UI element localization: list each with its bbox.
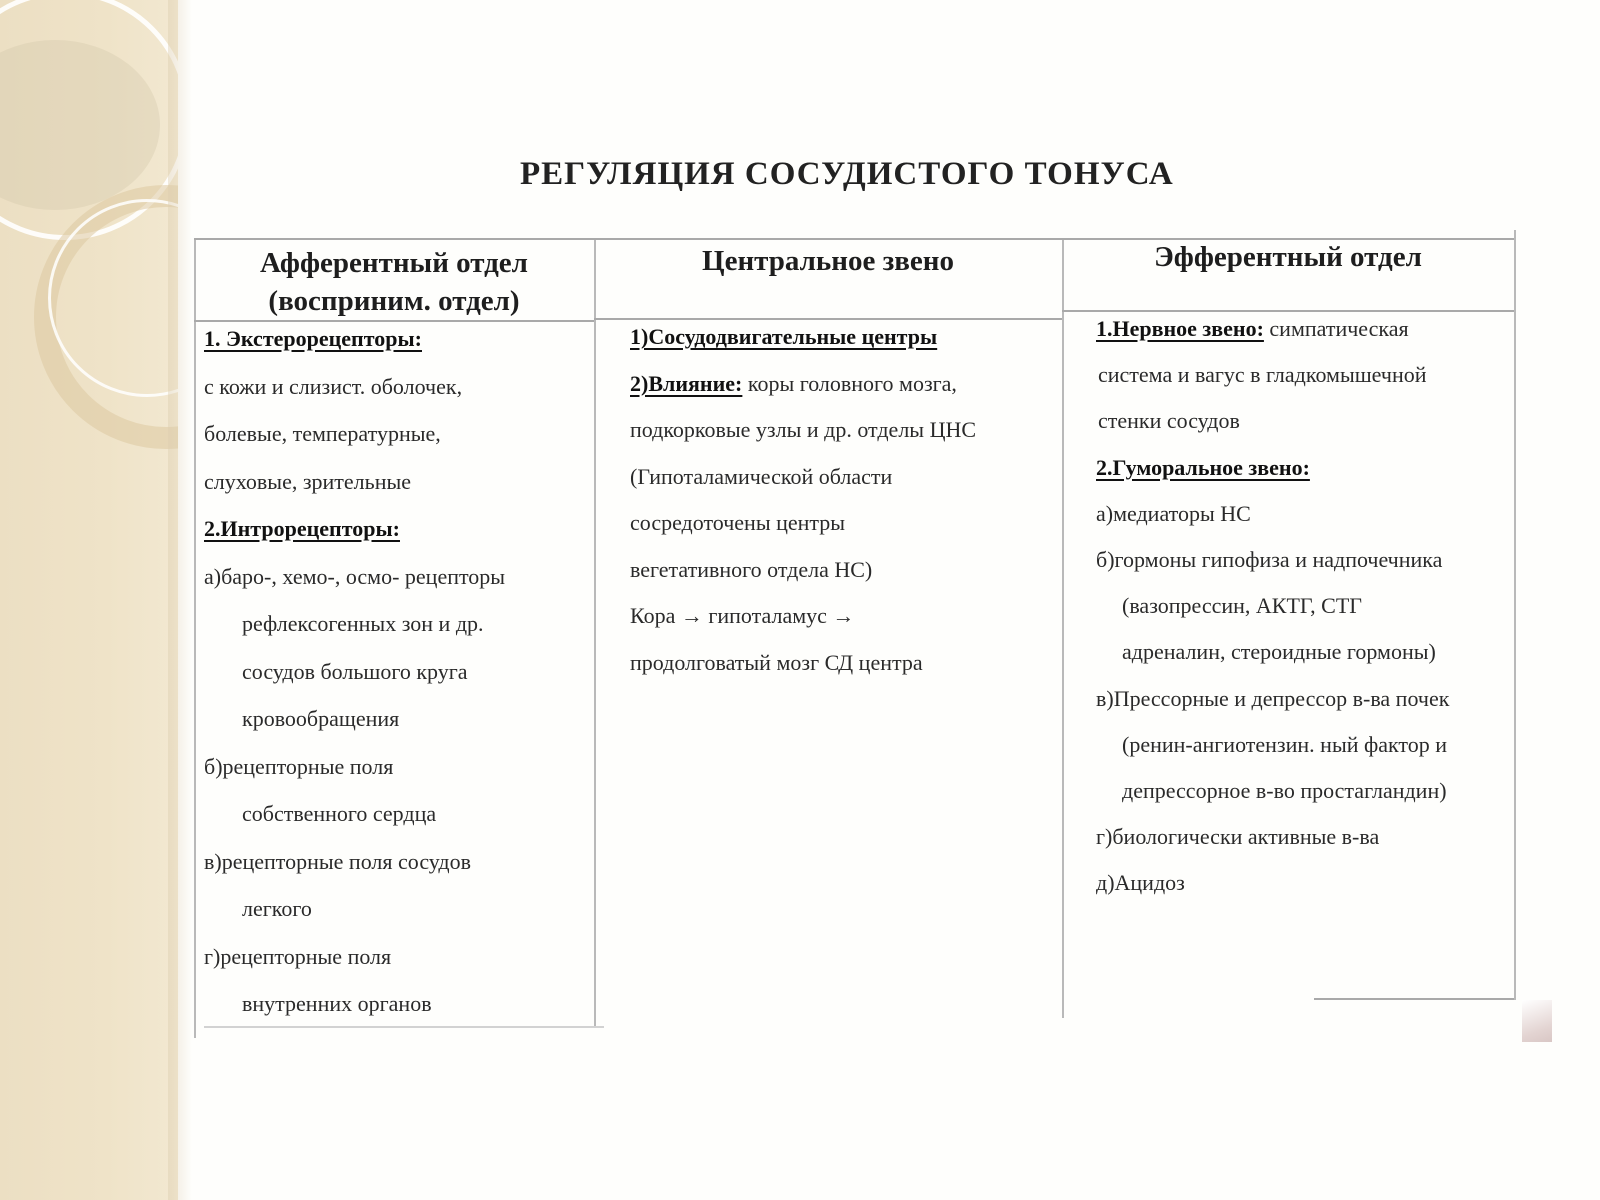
table-text-line: стенки сосудов <box>1098 408 1240 434</box>
table-text-line <box>204 516 400 542</box>
table-border-bottom <box>1314 998 1514 1000</box>
section-heading: 2.Гуморальное звено: <box>1096 454 1310 480</box>
section-heading: 1)Сосудодвигательные центры <box>630 324 938 349</box>
table-text-line: с кожи и слизист. оболочек, <box>204 373 463 399</box>
table-text-line: рефлексогенных зон и др. <box>242 611 484 636</box>
table-text-line: б)гормоны гипофиза и надпочечника <box>1096 547 1443 572</box>
decorative-side-panel <box>0 0 178 1200</box>
table-text-line: б)рецепторные поля <box>204 753 394 779</box>
table-text-line: в)Прессорные и депрессор в-ва почек <box>1096 685 1450 711</box>
table-text-line: адреналин, стероидные гормоны) <box>1122 639 1436 665</box>
table-text-line: Кора → гипоталамус → <box>630 603 855 628</box>
table-text-line <box>630 324 937 350</box>
table-text-line: собственного сердца <box>242 801 437 826</box>
section-text: коры головного мозга, <box>742 370 957 396</box>
table-text-line: д)Ацидоз <box>1096 870 1185 896</box>
table-text-line: кровообращения <box>242 706 400 731</box>
table-text-line <box>630 371 957 397</box>
section-text: симпатическая <box>1263 316 1409 341</box>
panel-shadow <box>168 0 192 1200</box>
table-border-right <box>1514 230 1516 1000</box>
header-line: Эфферентный отдел <box>1154 241 1422 273</box>
table-text-line <box>1096 455 1310 481</box>
table-text-line: г)биологически активные в-ва <box>1096 824 1380 850</box>
page-curl <box>1522 1000 1552 1042</box>
table-text-line: слуховые, зрительные <box>204 468 412 494</box>
table-text-line: г)рецепторные поля <box>204 943 392 969</box>
section-heading: 1. Экстерорецепторы: <box>204 326 422 351</box>
header-line: Афферентный отдел <box>260 247 528 279</box>
table-text-line: а)баро-, хемо-, осмо- рецепторы <box>204 563 506 589</box>
section-heading: 2)Влияние: <box>630 370 743 396</box>
afferent-header <box>194 244 594 320</box>
table-text-line: сосредоточены центры <box>630 510 846 535</box>
table-text-line: внутренних органов <box>242 991 432 1016</box>
column-divider <box>1062 238 1064 1018</box>
table-text-line: а)медиаторы НС <box>1096 500 1251 526</box>
section-heading: 1.Нервное звено: <box>1096 316 1264 341</box>
table-border-bottom <box>204 1026 604 1028</box>
header-separator <box>194 320 594 322</box>
table-text-line: легкого <box>242 896 312 921</box>
table-text-line: продолговатый мозг СД центра <box>630 649 923 675</box>
table-text-line: (ренин-ангиотензин. ный фактор и <box>1122 731 1448 757</box>
slide-title: РЕГУЛЯЦИЯ СОСУДИСТОГО ТОНУСА <box>520 156 1174 192</box>
header-line: (восприним. отдел) <box>268 285 520 317</box>
table-text-line: (Гипоталамической области <box>630 463 893 489</box>
column-divider <box>594 238 596 1028</box>
table-text-line: вегетативного отдела НС) <box>630 556 873 582</box>
table-text-line: (вазопрессин, АКТГ, СТГ <box>1122 593 1362 619</box>
table-text-line: в)рецепторные поля сосудов <box>204 848 471 874</box>
section-heading: 2.Интрорецепторы: <box>204 516 400 541</box>
efferent-header <box>1062 238 1514 276</box>
table-text-line: система и вагус в гладкомышечной <box>1098 362 1427 388</box>
table-text-line: подкорковые узлы и др. отделы ЦНС <box>630 417 977 442</box>
header-separator <box>594 318 1062 320</box>
table-text-line <box>1096 316 1409 342</box>
table-text-line: депрессорное в-во простагландин) <box>1122 778 1447 803</box>
header-line: Центральное звено <box>702 245 954 277</box>
table-text-line: болевые, температурные, <box>204 421 441 446</box>
header-separator <box>1062 310 1514 312</box>
table-text-line <box>204 326 422 352</box>
central-header <box>594 242 1062 280</box>
table-border-left <box>194 238 196 1038</box>
regulation-table <box>194 238 1544 1048</box>
table-text-line: сосудов большого круга <box>242 658 468 684</box>
